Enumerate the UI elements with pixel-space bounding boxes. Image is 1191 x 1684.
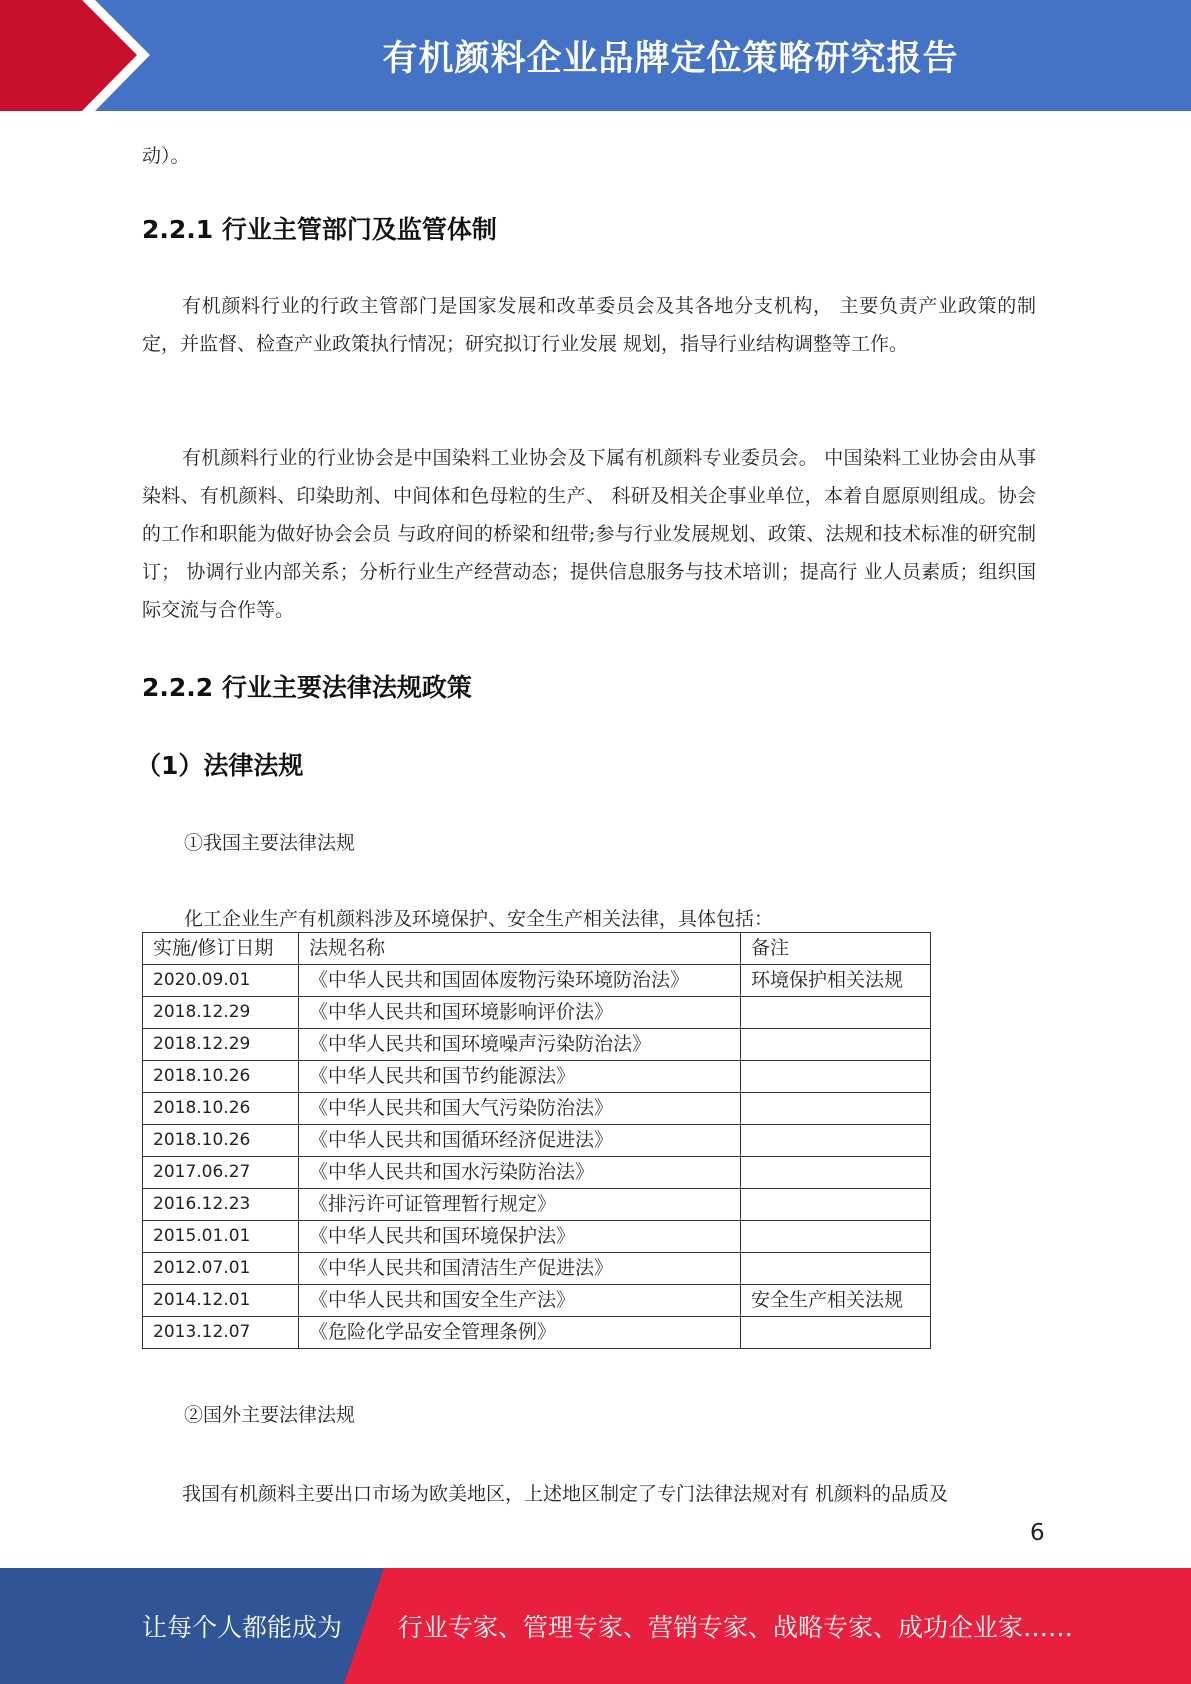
paragraph-regulator: 有机颜料行业的行政主管部门是国家发展和改革委员会及其各地分支机构， 主要负责产业政策的制定，并监督、检查产业政策执行情况；研究拟订行业发展 规划，指导行业结构调整等工作。 [142,295,1036,355]
table-row [143,1157,931,1189]
footer-slogan-left: 让每个人都能成为 [142,1613,343,1642]
paragraph-association: 有机颜料行业的行业协会是中国染料工业协会及下属有机颜料专业委员会。 中国染料工业协会由从事染料、有机颜料、印染助剂、中间体和色母粒的生产、 科研及相关企事业单位，本着自愿原则组成。协会的工作和职能为做好协会会员 与政府间的桥梁和纽带;参与行业发展规划、政策、法规和技术标准的研究制订； 协调行业内部关系；分析行业生产经营动态；提供信息服务与技术培训；提高行 业人员素质；组织国际交流与合作等。 [142,447,1036,621]
table-row [143,1221,931,1253]
page-number: 6 [1030,1520,1045,1546]
cell-date: 2018.12.29 [143,1029,299,1061]
cell-law-name: 《中华人民共和国环境保护法》 [299,1221,741,1253]
header-law-name: 法规名称 [299,933,741,965]
section-heading-2-2-1: 2.2.1 行业主管部门及监管体制 [142,215,497,244]
item-domestic-laws: ①我国主要法律法规 [184,832,356,854]
cell-date: 2020.09.01 [143,965,299,997]
table-row [143,1317,931,1349]
table-row [143,1189,931,1221]
table-row [143,1093,931,1125]
cell-remark [741,1253,931,1285]
paragraph-export: 我国有机颜料主要出口市场为欧美地区，上述地区制定了专门法律法规对有 机颜料的品质及 [182,1483,949,1505]
cell-remark [741,1317,931,1349]
cell-remark [741,1029,931,1061]
header-remark: 备注 [741,933,931,965]
subheading-laws: （1）法律法规 [136,751,304,780]
cell-law-name: 《危险化学品安全管理条例》 [299,1317,741,1349]
cell-remark [741,1061,931,1093]
cell-date: 2016.12.23 [143,1189,299,1221]
cell-law-name: 《中华人民共和国循环经济促进法》 [299,1125,741,1157]
header-date: 实施/修订日期 [143,933,299,965]
cell-date: 2018.10.26 [143,1125,299,1157]
cell-remark [741,1157,931,1189]
cell-remark [741,1189,931,1221]
cell-remark [741,997,931,1029]
cell-remark: 环境保护相关法规 [741,965,931,997]
table-intro: 化工企业生产有机颜料涉及环境保护、安全生产相关法律，具体包括： [184,908,774,930]
cell-law-name: 《中华人民共和国环境噪声污染防治法》 [299,1029,741,1061]
table-header-row [143,933,931,965]
footer-slogan-right: 行业专家、管理专家、营销专家、战略专家、成功企业家…… [398,1613,1074,1642]
table-row [143,965,931,997]
cell-law-name: 《中华人民共和国安全生产法》 [299,1285,741,1317]
cell-law-name: 《排污许可证管理暂行规定》 [299,1189,741,1221]
cell-remark: 安全生产相关法规 [741,1285,931,1317]
page-header [0,0,1191,111]
table-row [143,1061,931,1093]
laws-table [142,932,931,1349]
item-foreign-laws: ②国外主要法律法规 [184,1404,356,1426]
cell-date: 2018.12.29 [143,997,299,1029]
cell-law-name: 《中华人民共和国环境影响评价法》 [299,997,741,1029]
page-footer [0,1568,1191,1684]
cell-remark [741,1093,931,1125]
header-title: 有机颜料企业品牌定位策略研究报告 [382,38,959,79]
cell-date: 2018.10.26 [143,1061,299,1093]
section-heading-2-2-2: 2.2.2 行业主要法律法规政策 [142,673,472,702]
continuation-text: 动）。 [142,145,190,167]
table-row [143,1029,931,1061]
cell-law-name: 《中华人民共和国水污染防治法》 [299,1157,741,1189]
cell-date: 2013.12.07 [143,1317,299,1349]
table-row [143,997,931,1029]
table-row [143,1285,931,1317]
cell-law-name: 《中华人民共和国固体废物污染环境防治法》 [299,965,741,997]
cell-date: 2018.10.26 [143,1093,299,1125]
cell-date: 2014.12.01 [143,1285,299,1317]
cell-remark [741,1221,931,1253]
cell-law-name: 《中华人民共和国大气污染防治法》 [299,1093,741,1125]
cell-law-name: 《中华人民共和国清洁生产促进法》 [299,1253,741,1285]
cell-law-name: 《中华人民共和国节约能源法》 [299,1061,741,1093]
table-row [143,1253,931,1285]
cell-date: 2012.07.01 [143,1253,299,1285]
cell-date: 2017.06.27 [143,1157,299,1189]
table-row [143,1125,931,1157]
cell-date: 2015.01.01 [143,1221,299,1253]
cell-remark [741,1125,931,1157]
